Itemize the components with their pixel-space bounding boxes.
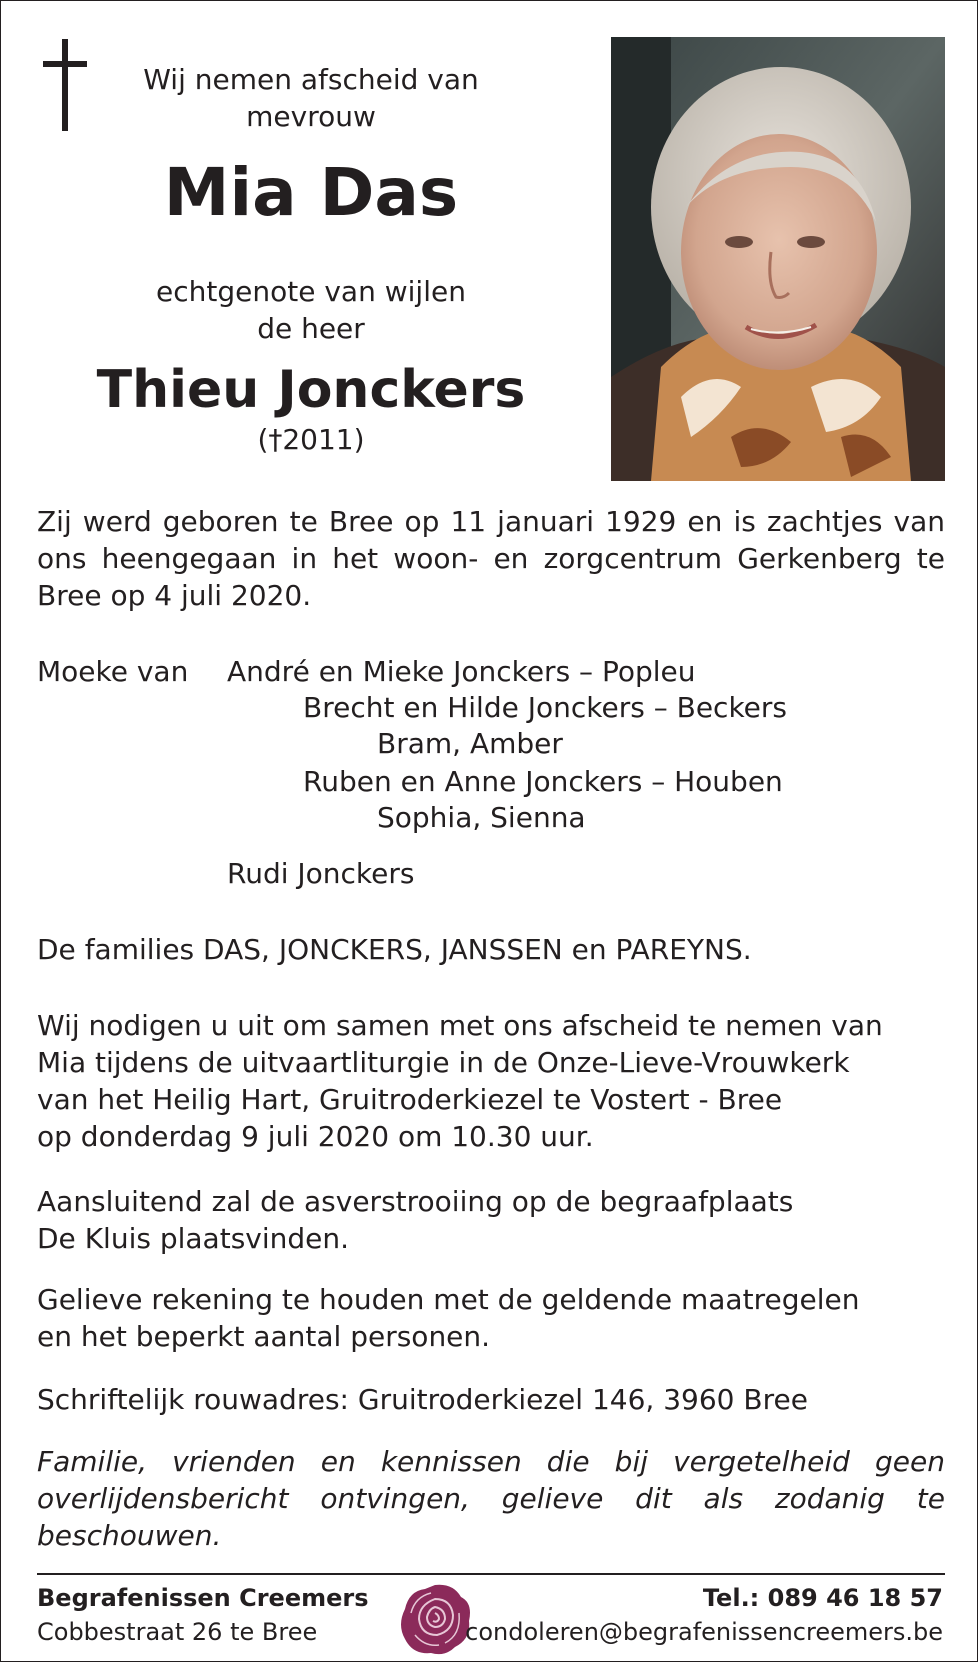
portrait-photo (611, 37, 945, 481)
intro-line-1: Wij nemen afscheid van (143, 63, 479, 96)
after-line: Aansluitend zal de asverstrooiing op de begraafplaats (37, 1185, 794, 1218)
child-line: Ruben en Anne Jonckers – Houben (303, 765, 783, 798)
notice-text: Familie, vrienden en kennissen die bij vergetelheid geen overlijdensbericht ontvingen, gelieve dit als zodanig te beschouwen. (37, 1445, 945, 1552)
intro-text (61, 61, 561, 135)
moeke-label: Moeke van (37, 655, 189, 688)
rules-line: en het beperkt aantal personen. (37, 1320, 491, 1353)
deceased-name: Mia Das (163, 154, 459, 231)
invite-line: Mia tijdens de uitvaartliturgie in de Onze-Lieve-Vrouwkerk (37, 1046, 850, 1079)
child-line: André en Mieke Jonckers – Popleu (227, 655, 696, 688)
scattering-text (37, 1183, 945, 1257)
child-line: Brecht en Hilde Jonckers – Beckers (303, 691, 787, 724)
spouse-death-year: (†2011) (257, 423, 365, 456)
invite-line: Wij nodigen u uit om samen met ons afscheid te nemen van (37, 1009, 883, 1042)
spouse-intro-line-1: echtgenote van wijlen (156, 275, 466, 308)
grandchild-line: Sophia, Sienna (377, 801, 586, 834)
mourning-address: Schriftelijk rouwadres: Gruitroderkiezel 146, 3960 Bree (37, 1383, 808, 1416)
footer-divider (37, 1573, 945, 1575)
funeral-home-address: Cobbestraat 26 te Bree (37, 1618, 318, 1646)
families-text: De families DAS, JONCKERS, JANSSEN en PAREYNS. (37, 933, 752, 966)
funeral-home-contact (465, 1581, 943, 1649)
invite-line: op donderdag 9 juli 2020 om 10.30 uur. (37, 1120, 594, 1153)
after-line: De Kluis plaatsvinden. (37, 1222, 350, 1255)
invitation-text (37, 1007, 945, 1155)
phone-number: Tel.: 089 46 18 57 (702, 1584, 943, 1612)
birth-death-text: Zij werd geboren te Bree op 11 januari 1929 en is zachtjes van ons heengegaan in het woon- en zorgcentrum Gerkenberg te Bree op 4 juli 2020. (37, 505, 945, 612)
grandchild-line: Bram, Amber (377, 727, 563, 760)
spouse-intro (61, 273, 561, 347)
child-line: Rudi Jonckers (227, 857, 415, 890)
spouse-name: Thieu Jonckers (96, 360, 526, 420)
rose-icon (395, 1579, 475, 1659)
rules-line: Gelieve rekening te houden met de geldende maatregelen (37, 1283, 860, 1316)
measures-text (37, 1281, 945, 1355)
invite-line: van het Heilig Hart, Gruitroderkiezel te Vostert - Bree (37, 1083, 783, 1116)
intro-line-2: mevrouw (246, 100, 376, 133)
funeral-home-info (37, 1581, 369, 1649)
spouse-intro-line-2: de heer (257, 312, 365, 345)
funeral-home-name: Begrafenissen Creemers (37, 1584, 369, 1612)
email-address: condoleren@begrafenissencreemers.be (465, 1618, 943, 1646)
